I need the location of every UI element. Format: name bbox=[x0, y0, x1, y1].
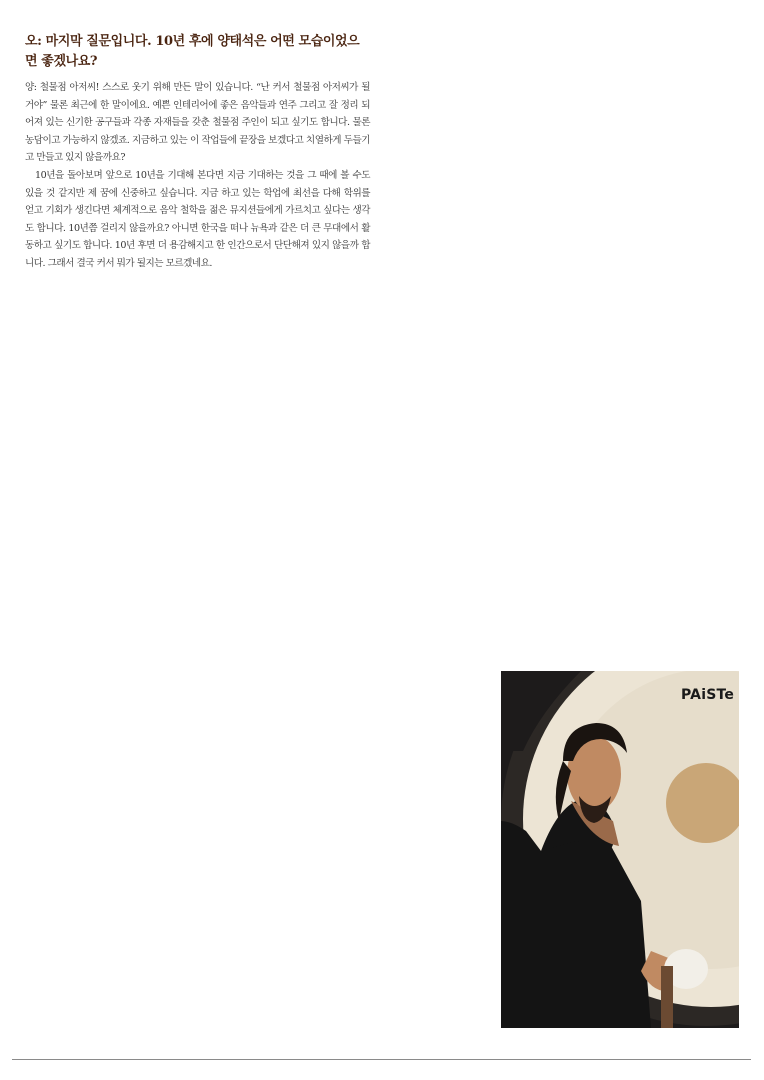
musician-photo bbox=[501, 671, 739, 1028]
interview-question: 오: 마지막 질문입니다. 10년 후에 양태석은 어떤 모습이었으면 좋겠나요? bbox=[25, 34, 360, 69]
photo-illustration bbox=[501, 671, 739, 1028]
interview-answer bbox=[25, 79, 370, 273]
bottom-divider bbox=[12, 1059, 751, 1060]
gong-brand-label: PAiSTe bbox=[681, 687, 735, 703]
answer-paragraph: 양: 철물점 아저씨! 스스로 웃기 위해 만든 말이 있습니다. “난 커서 철물점 아저씨가 될 거야” 물론 최근에 한 말이에요. 예쁜 인테리어에 좋은 음악들과 연주 그리고 잘 정리 되어져 있는 신기한 공구들과 각종 자재들을 갖춘 철물점 주인이 되고 싶기도 합니다. 물론 농담이고 가능하지 않겠죠. 지금하고 있는 이 작업들에 끝장을 보겠다고 치열하게 두들기고 만들고 있지 않을까요? bbox=[25, 82, 370, 164]
answer-paragraph: 10년을 돌아보며 앞으로 10년을 기대해 본다면 지금 기대하는 것을 그 때에 볼 수도 있을 것 같지만 제 꿈에 신중하고 싶습니다. 지금 하고 있는 학업에 최선을 다해 학위를 얻고 기회가 생긴다면 체계적으로 음악 철학을 젊은 뮤지션들에게 가르치고 싶다는 생각도 합니다. 10년쯤 걸리지 않을까요? 아니면 한국을 떠나 뉴욕과 같은 더 큰 무대에서 활동하고 싶기도 합니다. 10년 후면 더 용감해지고 한 인간으로서 단단해져 있지 않을까 합니다. 그래서 결국 커서 뭐가 될지는 모르겠네요. bbox=[25, 169, 370, 269]
